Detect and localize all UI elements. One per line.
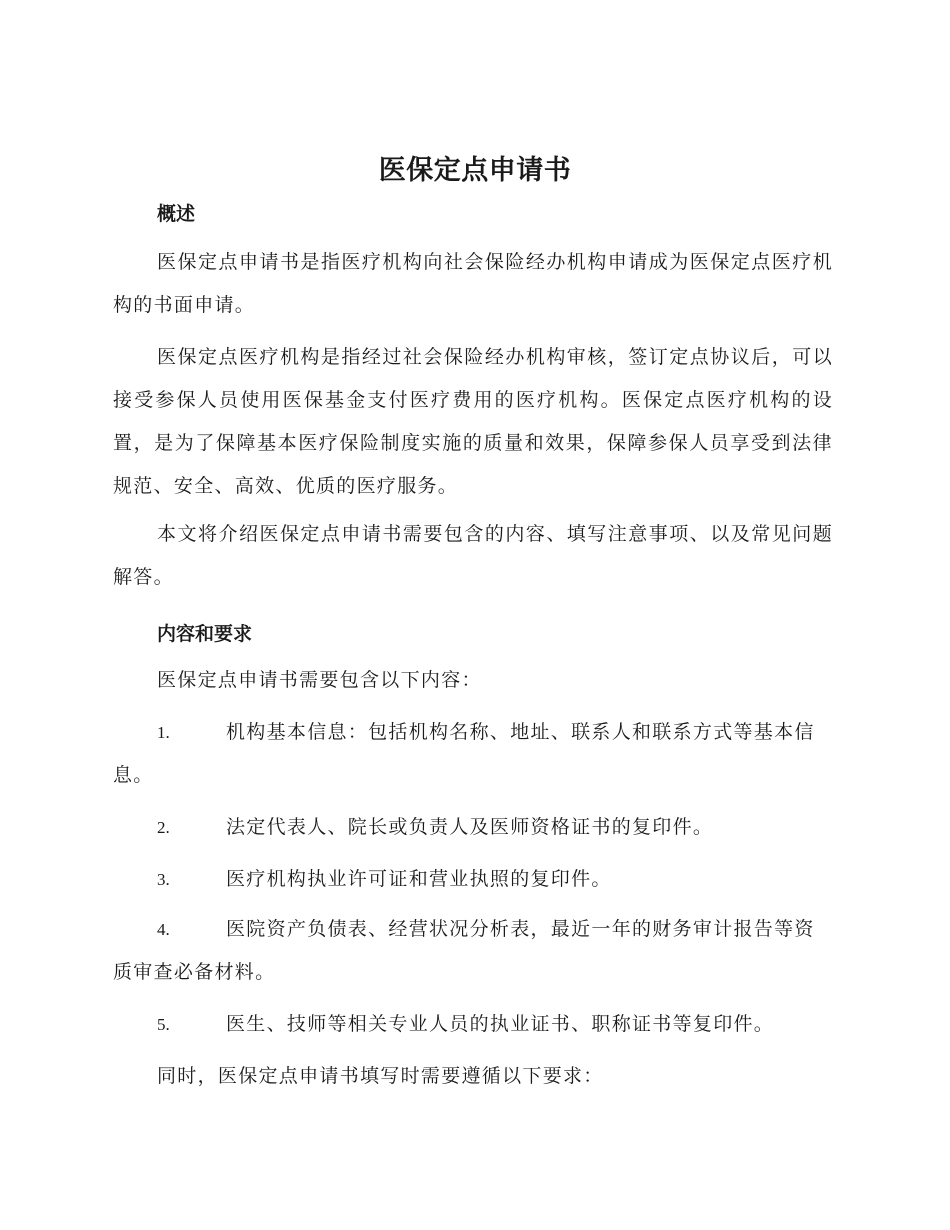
section-heading-content: 内容和要求 bbox=[157, 623, 253, 645]
list-item-number: 2. bbox=[157, 818, 170, 837]
section-heading-overview: 概述 bbox=[157, 203, 196, 225]
overview-paragraph-1: 医保定点申请书是指医疗机构向社会保险经办机构申请成为医保定点医疗机构的书面申请。 bbox=[113, 251, 833, 316]
content-outro: 同时，医保定点申请书填写时需要遵循以下要求： bbox=[157, 1065, 604, 1087]
list-item-text: 医院资产负债表、经营状况分析表，最近一年的财务审计报告等资质审查必备材料。 bbox=[113, 918, 815, 983]
list-item-text: 医生、技师等相关专业人员的执业证书、职称证书等复印件。 bbox=[226, 1013, 775, 1035]
overview-paragraph-3: 本文将介绍医保定点申请书需要包含的内容、填写注意事项、以及常见问题解答。 bbox=[113, 523, 833, 588]
list-item-text: 医疗机构执业许可证和营业执照的复印件。 bbox=[226, 868, 612, 890]
list-item-number: 4. bbox=[157, 920, 170, 939]
list-item-text: 机构基本信息：包括机构名称、地址、联系人和联系方式等基本信息。 bbox=[113, 721, 815, 786]
list-item-5 bbox=[113, 1003, 833, 1046]
list-item-number: 1. bbox=[157, 723, 170, 742]
document-title: 医保定点申请书 bbox=[378, 155, 572, 186]
overview-paragraph-2: 医保定点医疗机构是指经过社会保险经办机构审核，签订定点协议后，可以接受参保人员使用医保基金支付医疗费用的医疗机构。医保定点医疗机构的设置，是为了保障基本医疗保险制度实施的质量和效果，保障参保人员享受到法律规范、安全、高效、优质的医疗服务。 bbox=[113, 346, 833, 497]
list-item-text: 法定代表人、院长或负责人及医师资格证书的复印件。 bbox=[226, 816, 714, 838]
list-item-1 bbox=[113, 711, 833, 797]
content-intro: 医保定点申请书需要包含以下内容： bbox=[157, 669, 482, 691]
list-item-number: 5. bbox=[157, 1015, 170, 1034]
list-item-4 bbox=[113, 908, 833, 994]
list-item-2 bbox=[113, 806, 833, 849]
list-item-3 bbox=[113, 858, 833, 901]
list-item-number: 3. bbox=[157, 870, 170, 889]
